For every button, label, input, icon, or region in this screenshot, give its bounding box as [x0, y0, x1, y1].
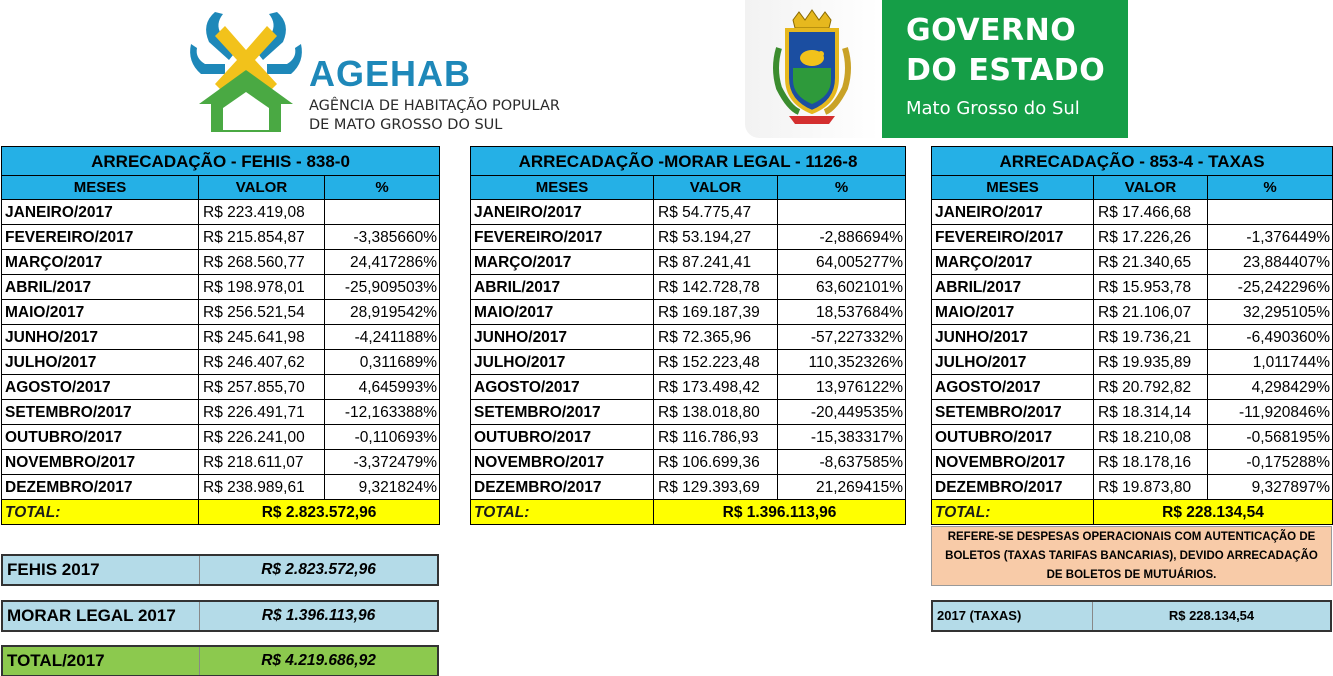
cell-valor: R$ 106.699,36: [654, 450, 778, 475]
state-coat-of-arms-icon: [769, 8, 855, 128]
column-header-valor: VALOR: [654, 176, 778, 200]
cell-valor: R$ 19.736,21: [1094, 325, 1208, 350]
cell-valor: R$ 256.521,54: [199, 300, 325, 325]
cell-mes: NOVEMBRO/2017: [471, 450, 654, 475]
cell-valor: R$ 87.241,41: [654, 250, 778, 275]
table-row: [2, 450, 440, 475]
cell-pct: -2,886694%: [778, 225, 906, 250]
table-row: [932, 250, 1333, 275]
table-row: [471, 225, 906, 250]
governo-line2: DO ESTADO: [906, 53, 1106, 88]
taxas-table: [931, 146, 1333, 525]
crest-panel: [745, 0, 879, 138]
cell-valor: R$ 268.560,77: [199, 250, 325, 275]
summary-morar-value: R$ 1.396.113,96: [261, 607, 376, 624]
cell-pct: -0,568195%: [1208, 425, 1333, 450]
cell-pct: 24,417286%: [325, 250, 440, 275]
cell-valor: R$ 53.194,27: [654, 225, 778, 250]
cell-pct: 9,327897%: [1208, 475, 1333, 500]
summary-morar-legal: [1, 600, 439, 632]
cell-mes: SETEMBRO/2017: [932, 400, 1094, 425]
total-label: TOTAL:: [471, 500, 654, 525]
governo-line3: Mato Grosso do Sul: [906, 98, 1080, 119]
table-row: [471, 450, 906, 475]
table-row: [2, 475, 440, 500]
column-header-meses: MESES: [932, 176, 1094, 200]
cell-mes: NOVEMBRO/2017: [932, 450, 1094, 475]
cell-mes: JUNHO/2017: [932, 325, 1094, 350]
fehis-table: [1, 146, 440, 525]
cell-valor: R$ 19.873,80: [1094, 475, 1208, 500]
cell-valor: R$ 173.498,42: [654, 375, 778, 400]
cell-mes: DEZEMBRO/2017: [2, 475, 199, 500]
table-row: [471, 250, 906, 275]
cell-pct: -4,241188%: [325, 325, 440, 350]
cell-mes: JULHO/2017: [2, 350, 199, 375]
agehab-house-mark-icon: [185, 4, 307, 134]
agehab-logo: [185, 0, 585, 138]
cell-pct: 1,011744%: [1208, 350, 1333, 375]
cell-pct: -57,227332%: [778, 325, 906, 350]
table-total-row: [471, 500, 906, 525]
cell-mes: FEVEREIRO/2017: [932, 225, 1094, 250]
cell-pct: -12,163388%: [325, 400, 440, 425]
cell-valor: R$ 116.786,93: [654, 425, 778, 450]
cell-pct: -8,637585%: [778, 450, 906, 475]
cell-valor: R$ 238.989,61: [199, 475, 325, 500]
total-value: R$ 1.396.113,96: [654, 500, 906, 525]
total-label: TOTAL:: [2, 500, 199, 525]
taxas-note-line1: REFERE-SE DESPESAS OPERACIONAIS COM AUTENTICAÇÃO DE: [947, 531, 1316, 543]
summary-total-value: R$ 4.219.686,92: [261, 652, 376, 669]
column-header-pct: %: [325, 176, 440, 200]
cell-pct: -15,383317%: [778, 425, 906, 450]
cell-valor: R$ 129.393,69: [654, 475, 778, 500]
table-row: [2, 250, 440, 275]
cell-valor: R$ 17.226,26: [1094, 225, 1208, 250]
cell-mes: JULHO/2017: [471, 350, 654, 375]
table-row: [932, 200, 1333, 225]
cell-valor: R$ 17.466,68: [1094, 200, 1208, 225]
taxas-note-line2: BOLETOS (TAXAS TARIFAS BANCARIAS), DEVIDO ARRECADAÇÃO: [945, 550, 1318, 562]
cell-pct: 0,311689%: [325, 350, 440, 375]
cell-valor: R$ 54.775,47: [654, 200, 778, 225]
table-row: [471, 350, 906, 375]
table-row: [2, 325, 440, 350]
cell-mes: JANEIRO/2017: [932, 200, 1094, 225]
cell-valor: R$ 245.641,98: [199, 325, 325, 350]
cell-pct: -25,909503%: [325, 275, 440, 300]
table-title: ARRECADAÇÃO - 853-4 - TAXAS: [932, 147, 1333, 176]
table-row: [471, 425, 906, 450]
summary-taxas-value: R$ 228.134,54: [1168, 608, 1255, 623]
cell-valor: R$ 20.792,82: [1094, 375, 1208, 400]
cell-mes: MAIO/2017: [932, 300, 1094, 325]
cell-mes: DEZEMBRO/2017: [932, 475, 1094, 500]
summary-morar-label: MORAR LEGAL 2017: [3, 602, 200, 630]
table-row: [932, 450, 1333, 475]
table-row: [2, 400, 440, 425]
taxas-note-line3: DE BOLETOS DE MUTUÁRIOS.: [1046, 569, 1217, 581]
summary-fehis-value: R$ 2.823.572,96: [261, 561, 376, 578]
summary-fehis: [1, 554, 439, 586]
table-row: [932, 275, 1333, 300]
governo-green-panel: [882, 0, 1128, 138]
table-row: [2, 275, 440, 300]
table-row: [471, 275, 906, 300]
cell-pct: [1208, 200, 1333, 225]
table-row: [932, 350, 1333, 375]
governo-line1: GOVERNO: [906, 13, 1077, 48]
cell-valor: R$ 19.935,89: [1094, 350, 1208, 375]
cell-mes: MAIO/2017: [2, 300, 199, 325]
cell-valor: R$ 138.018,80: [654, 400, 778, 425]
cell-mes: OUTUBRO/2017: [932, 425, 1094, 450]
column-header-valor: VALOR: [199, 176, 325, 200]
cell-mes: SETEMBRO/2017: [471, 400, 654, 425]
cell-mes: OUTUBRO/2017: [2, 425, 199, 450]
cell-mes: FEVEREIRO/2017: [471, 225, 654, 250]
table-row: [932, 325, 1333, 350]
table-total-row: [932, 500, 1333, 525]
cell-mes: MARÇO/2017: [2, 250, 199, 275]
summary-taxas: [931, 600, 1332, 632]
cell-mes: DEZEMBRO/2017: [471, 475, 654, 500]
table-row: [2, 425, 440, 450]
table-title-row: [932, 147, 1333, 176]
cell-valor: R$ 257.855,70: [199, 375, 325, 400]
cell-pct: 21,269415%: [778, 475, 906, 500]
morar-legal-table: [470, 146, 906, 525]
table-row: [932, 400, 1333, 425]
table-row: [471, 375, 906, 400]
cell-valor: R$ 226.241,00: [199, 425, 325, 450]
cell-pct: 23,884407%: [1208, 250, 1333, 275]
cell-pct: -0,110693%: [325, 425, 440, 450]
cell-valor: R$ 218.611,07: [199, 450, 325, 475]
cell-pct: -1,376449%: [1208, 225, 1333, 250]
governo-logo: [745, 0, 1128, 138]
cell-pct: -3,372479%: [325, 450, 440, 475]
cell-mes: JUNHO/2017: [471, 325, 654, 350]
table-row: [2, 375, 440, 400]
table-row: [932, 225, 1333, 250]
table-row: [471, 475, 906, 500]
table-row: [2, 200, 440, 225]
table-row: [471, 325, 906, 350]
table-row: [2, 225, 440, 250]
cell-mes: NOVEMBRO/2017: [2, 450, 199, 475]
cell-pct: 110,352326%: [778, 350, 906, 375]
cell-pct: -3,385660%: [325, 225, 440, 250]
cell-pct: 9,321824%: [325, 475, 440, 500]
column-header-pct: %: [1208, 176, 1333, 200]
cell-valor: R$ 246.407,62: [199, 350, 325, 375]
cell-mes: AGOSTO/2017: [471, 375, 654, 400]
cell-valor: R$ 223.419,08: [199, 200, 325, 225]
cell-valor: R$ 18.178,16: [1094, 450, 1208, 475]
total-value: R$ 228.134,54: [1094, 500, 1333, 525]
table-total-row: [2, 500, 440, 525]
cell-pct: -11,920846%: [1208, 400, 1333, 425]
cell-pct: 32,295105%: [1208, 300, 1333, 325]
table-header-row: [471, 176, 906, 200]
cell-mes: OUTUBRO/2017: [471, 425, 654, 450]
table-row: [471, 400, 906, 425]
cell-valor: R$ 15.953,78: [1094, 275, 1208, 300]
cell-pct: [778, 200, 906, 225]
table-row: [932, 475, 1333, 500]
total-value: R$ 2.823.572,96: [199, 500, 440, 525]
cell-mes: FEVEREIRO/2017: [2, 225, 199, 250]
cell-mes: ABRIL/2017: [471, 275, 654, 300]
cell-pct: [325, 200, 440, 225]
summary-total-label: TOTAL/2017: [3, 647, 200, 675]
cell-valor: R$ 21.340,65: [1094, 250, 1208, 275]
cell-valor: R$ 198.978,01: [199, 275, 325, 300]
cell-mes: MAIO/2017: [471, 300, 654, 325]
cell-valor: R$ 72.365,96: [654, 325, 778, 350]
cell-mes: MARÇO/2017: [471, 250, 654, 275]
cell-mes: JUNHO/2017: [2, 325, 199, 350]
column-header-meses: MESES: [2, 176, 199, 200]
summary-fehis-label: FEHIS 2017: [3, 556, 200, 584]
table-title-row: [2, 147, 440, 176]
table-row: [471, 300, 906, 325]
table-header-row: [932, 176, 1333, 200]
cell-pct: -0,175288%: [1208, 450, 1333, 475]
table-header-row: [2, 176, 440, 200]
cell-mes: SETEMBRO/2017: [2, 400, 199, 425]
cell-mes: AGOSTO/2017: [932, 375, 1094, 400]
cell-pct: -20,449535%: [778, 400, 906, 425]
cell-pct: 13,976122%: [778, 375, 906, 400]
cell-pct: 4,645993%: [325, 375, 440, 400]
agehab-subtitle-line1: AGÊNCIA DE HABITAÇÃO POPULAR: [309, 98, 560, 114]
agehab-brand-text: AGEHAB: [309, 53, 472, 94]
cell-mes: JANEIRO/2017: [471, 200, 654, 225]
table-row: [932, 425, 1333, 450]
cell-pct: -25,242296%: [1208, 275, 1333, 300]
table-title-row: [471, 147, 906, 176]
cell-valor: R$ 142.728,78: [654, 275, 778, 300]
cell-valor: R$ 215.854,87: [199, 225, 325, 250]
cell-valor: R$ 18.314,14: [1094, 400, 1208, 425]
cell-valor: R$ 21.106,07: [1094, 300, 1208, 325]
taxas-note: [931, 526, 1332, 586]
total-label: TOTAL:: [932, 500, 1094, 525]
cell-mes: ABRIL/2017: [932, 275, 1094, 300]
cell-mes: JULHO/2017: [932, 350, 1094, 375]
table-title: ARRECADAÇÃO - FEHIS - 838-0: [2, 147, 440, 176]
summary-taxas-label: 2017 (TAXAS): [933, 602, 1093, 630]
table-row: [2, 350, 440, 375]
cell-pct: -6,490360%: [1208, 325, 1333, 350]
summary-total: [1, 645, 439, 676]
cell-mes: MARÇO/2017: [932, 250, 1094, 275]
cell-mes: AGOSTO/2017: [2, 375, 199, 400]
cell-pct: 18,537684%: [778, 300, 906, 325]
table-row: [2, 300, 440, 325]
table-row: [932, 300, 1333, 325]
cell-pct: 28,919542%: [325, 300, 440, 325]
agehab-subtitle-line2: DE MATO GROSSO DO SUL: [309, 117, 503, 133]
table-row: [932, 375, 1333, 400]
cell-pct: 63,602101%: [778, 275, 906, 300]
cell-mes: JANEIRO/2017: [2, 200, 199, 225]
cell-mes: ABRIL/2017: [2, 275, 199, 300]
cell-valor: R$ 226.491,71: [199, 400, 325, 425]
table-row: [471, 200, 906, 225]
cell-pct: 64,005277%: [778, 250, 906, 275]
column-header-meses: MESES: [471, 176, 654, 200]
cell-valor: R$ 18.210,08: [1094, 425, 1208, 450]
column-header-valor: VALOR: [1094, 176, 1208, 200]
cell-valor: R$ 152.223,48: [654, 350, 778, 375]
cell-pct: 4,298429%: [1208, 375, 1333, 400]
cell-valor: R$ 169.187,39: [654, 300, 778, 325]
table-title: ARRECADAÇÃO -MORAR LEGAL - 1126-8: [471, 147, 906, 176]
column-header-pct: %: [778, 176, 906, 200]
